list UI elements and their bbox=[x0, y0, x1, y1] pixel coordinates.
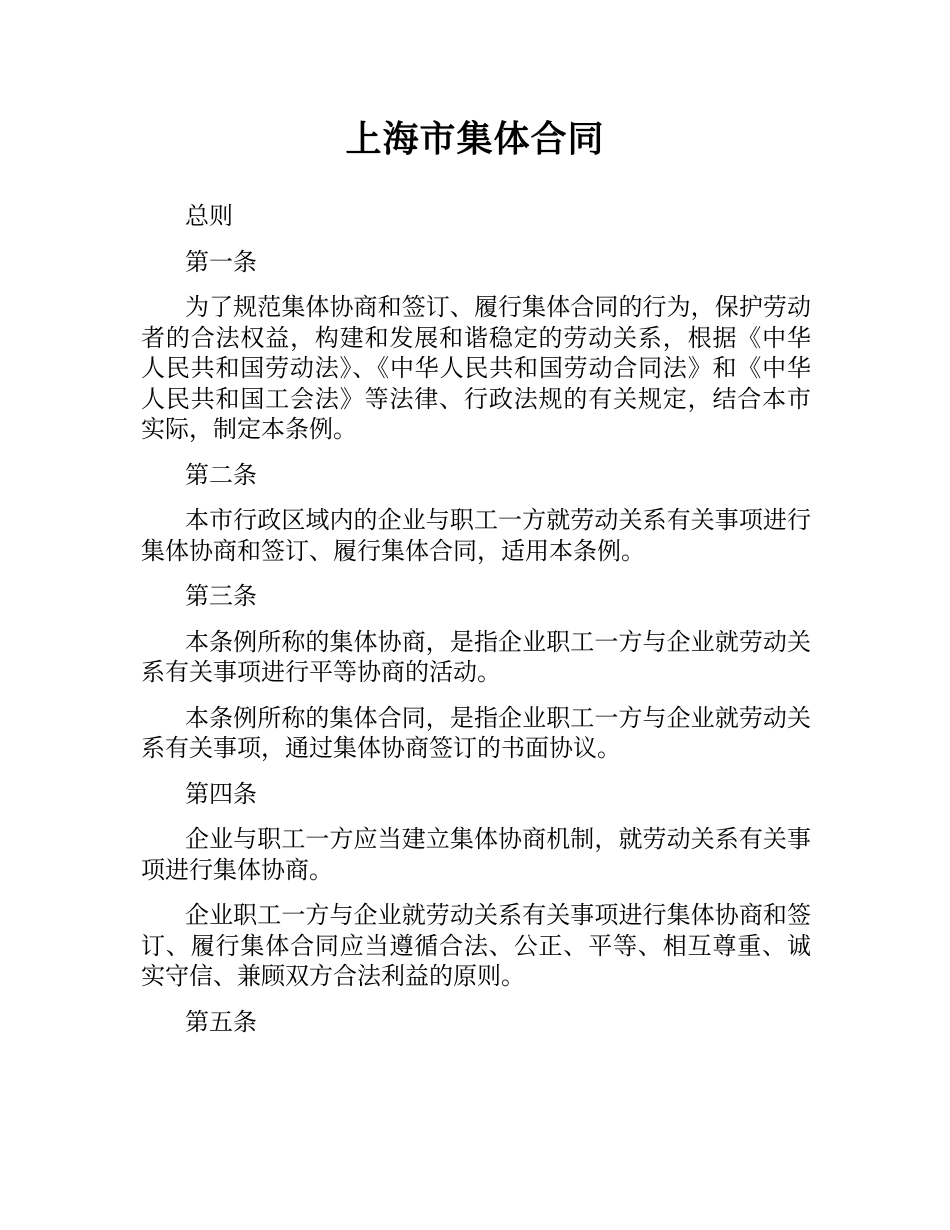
article-2-paragraph: 本市行政区域内的企业与职工一方就劳动关系有关事项进行集体协商和签订、履行集体合同，适用本条例。 bbox=[141, 506, 811, 565]
article-heading-3: 第三条 bbox=[185, 582, 257, 610]
section-heading-general: 总则 bbox=[185, 202, 233, 230]
article-1-paragraph: 为了规范集体协商和签订、履行集体合同的行为，保护劳动者的合法权益，构建和发展和谐稳定的劳动关系，根据《中华人民共和国劳动法》、《中华人民共和国劳动合同法》和《中华人民共和国工会法》等法律、行政法规的有关规定，结合本市实际，制定本条例。 bbox=[141, 293, 811, 443]
article-heading-1: 第一条 bbox=[185, 247, 257, 276]
document-title: 上海市集体合同 bbox=[345, 119, 605, 160]
article-4-paragraph-2: 企业职工一方与企业就劳动关系有关事项进行集体协商和签订、履行集体合同应当遵循合法、公正、平等、相互尊重、诚实守信、兼顾双方合法利益的原则。 bbox=[141, 901, 811, 990]
article-heading-5: 第五条 bbox=[185, 1007, 257, 1036]
article-heading-4: 第四条 bbox=[185, 779, 257, 808]
article-3-paragraph-2: 本条例所称的集体合同，是指企业职工一方与企业就劳动关系有关事项，通过集体协商签订的书面协议。 bbox=[141, 703, 811, 762]
article-heading-2: 第二条 bbox=[185, 460, 257, 489]
article-3-paragraph-1: 本条例所称的集体协商，是指企业职工一方与企业就劳动关系有关事项进行平等协商的活动。 bbox=[141, 627, 811, 686]
article-4-paragraph-1: 企业与职工一方应当建立集体协商机制，就劳动关系有关事项进行集体协商。 bbox=[141, 825, 811, 884]
document-body bbox=[141, 201, 811, 1052]
